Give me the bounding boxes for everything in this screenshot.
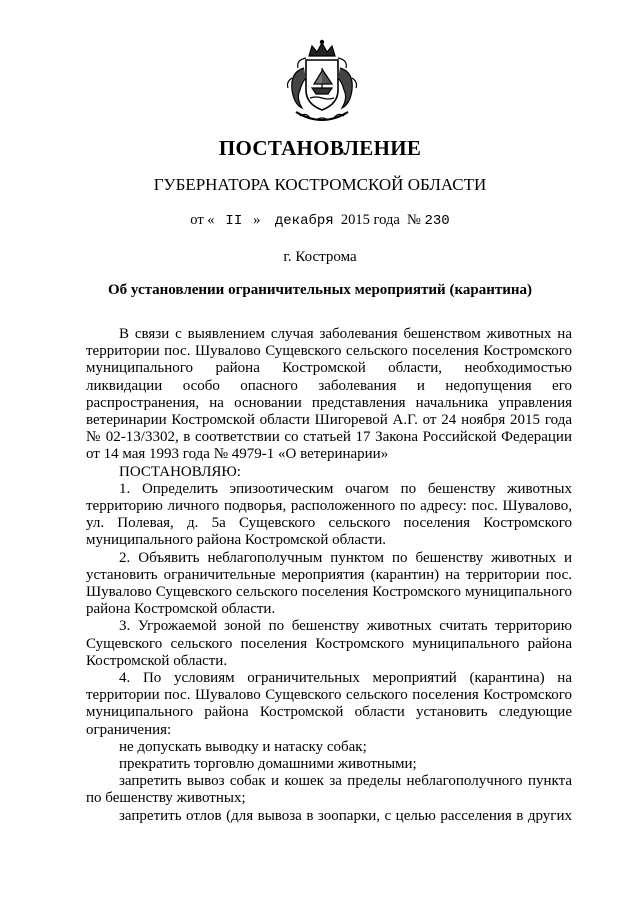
restriction-2: прекратить торговлю домашними животными; — [119, 756, 417, 773]
item-1-paragraph: 1. Определить эпизоотическим очагом по бешенству животных территорию личного подворья, расположенного по адресу: пос. Шувалово, ул. Полевая, д. 5а Сущевского сельского поселения Костромского муниципального района Костромской области. — [86, 480, 572, 549]
document-type-heading: ПОСТАНОВЛЕНИЕ — [218, 136, 422, 160]
intro-paragraph: В связи с выявлением случая заболевания бешенством животных на территории пос. Шувалово Сущевского сельского поселения Костромского муниципального района Костромской области, необходимостью ликвидации особо опасного заболевания и недопущения его распространения, на основании представления начальника управления ветеринарии Костромской области Шигоревой А.Г. от 24 ноября 2015 года № 02-13/3302, в соответствии со статьей 17 Закона Российской Федерации от 14 мая 1993 года № 4979-1 «О ветеринарии» — [86, 326, 572, 463]
date-day: II — [225, 213, 243, 229]
restriction-1: не допускать выводку и натаску собак; — [119, 738, 367, 755]
date-month: декабря — [274, 213, 334, 229]
item-2-paragraph: 2. Объявить неблагополучным пунктом по бешенству животных и установить ограничительные мероприятия (карантин) на территории пос. Шувалово Сущевского сельского поселения Костромского муниципального района Костромской области. — [86, 549, 572, 618]
document-number: 230 — [424, 213, 450, 229]
item-4-paragraph: 4. По условиям ограничительных мероприятий (карантина) на территории пос. Шувалово Сущевского сельского поселения Костромского муниципального района Костромской области установить следующие ограничения: — [86, 670, 572, 738]
item-3-paragraph: 3. Угрожаемой зоной по бешенству животных считать территорию Сущевского сельского поселения Костромского муниципального района Костромской области. — [86, 618, 572, 669]
restriction-3: запретить вывоз собак и кошек за пределы неблагополучного пункта по бешенству животных; — [86, 773, 572, 807]
resolve-statement: ПОСТАНОВЛЯЮ: — [119, 463, 241, 480]
date-prefix: от « — [190, 212, 215, 228]
document-body — [86, 326, 572, 825]
date-quote-close: » — [253, 212, 261, 228]
document-subject: Об установлении ограничительных мероприятий (карантина) — [107, 282, 532, 298]
issuing-authority: ГУБЕРНАТОРА КОСТРОМСКОЙ ОБЛАСТИ — [153, 175, 487, 194]
place-of-issue: г. Кострома — [283, 249, 357, 265]
coat-of-arms-emblem — [276, 38, 368, 130]
date-and-number-line — [0, 212, 640, 229]
number-sign: № — [407, 212, 421, 228]
date-year: 2015 года — [340, 212, 400, 228]
restriction-4: запретить отлов (для вывоза в зоопарки, с целью расселения в других — [119, 807, 572, 824]
